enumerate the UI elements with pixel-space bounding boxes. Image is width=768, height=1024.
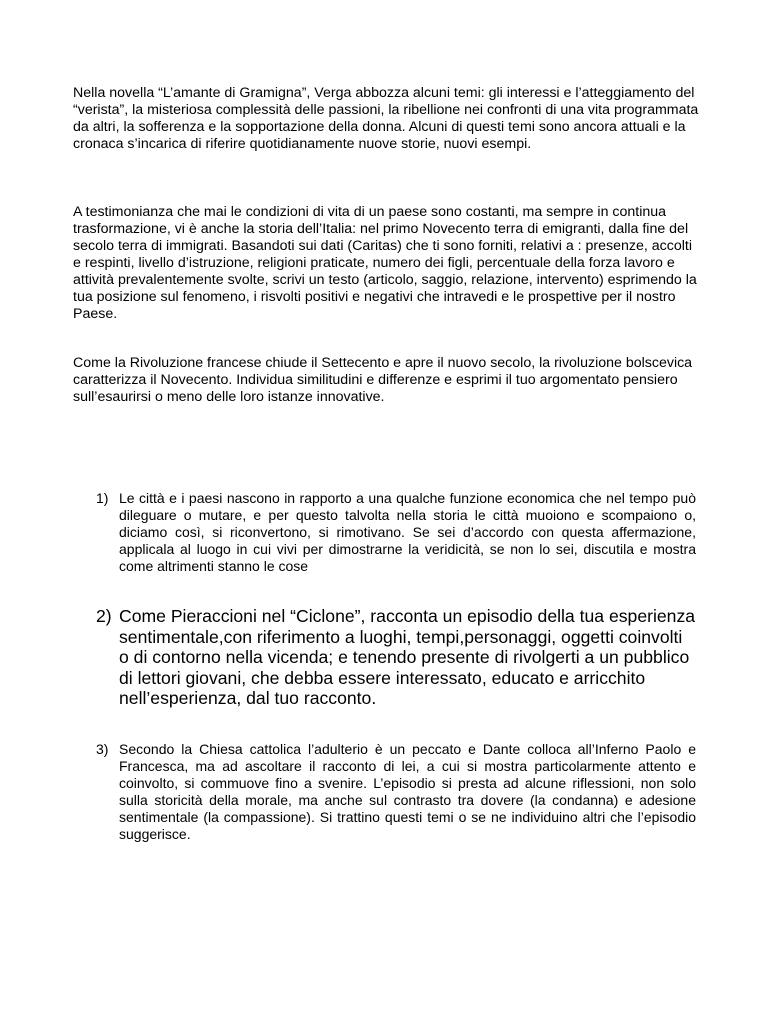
paragraph-immigration: A testimonianza che mai le condizioni di vita di un paese sono costanti, ma sempre in continua trasformazione, vi è anche la storia dell’Italia: nel primo Novecento terra di emigranti, dalla fine del secolo terra di immigrati. Basandoti sui dati (Caritas) che ti sono forniti, relativi a : presenze, accolti e respinti, livello d’istruzione, religioni praticate, numero dei figli, percentuale della forza lavoro e attività prevalentemente svolte, scrivi un testo (articolo, saggio, relazione, intervento) esprimendo la tua posizione sul fenomeno, i risvolti positivi e negativi che intravedi e le prospettive per il nostro Paese. [73,204,697,322]
paragraph-revolutions: Come la Rivoluzione francese chiude il Settecento e apre il nuovo secolo, la rivoluzione bolscevica caratterizza il Novecento. Individua similitudini e differenze e esprimi il tuo argomentato pensiero sull’esaurirsi o meno delle loro istanze innovative. [73,355,693,405]
list-item [96,741,696,843]
list-item-text: Secondo la Chiesa cattolica l’adulterio è un peccato e Dante colloca all’Inferno Paolo e Francesca, ma ad ascoltare il racconto di lei, a cui si mostra particolarmente attento e coinvolto, si commuove fino a svenire. L’episodio si presta ad alcune riflessioni, non solo sulla storicità della morale, ma anche sul contrasto tra dovere (la condanna) e adesione sentimentale (la compassione). Si trattino questi temi o se ne individuino altri che l’episodio suggerisce. [119,741,696,842]
list-item-text: Le città e i paesi nascono in rapporto a una qualche funzione economica che nel tempo può dileguare o mutare, e per questo talvolta nella storia le città muoiono e scompaiono o, diciamo così, si riconvertono, si rimotivano. Se sei d’accordo con questa affermazione, applicala al luogo in cui vivi per dimostrarne la veridicità, se non lo sei, discutila e mostra come altrimenti stanno le cose [119,490,696,574]
list-item-text: Come Pieraccioni nel “Ciclone”, racconta un episodio della tua esperienza sentimentale,con riferimento a luoghi, tempi,personaggi, oggetti coinvolti o di contorno nella vicenda; e tenendo presente di rivolgerti a un pubblico di lettori giovani, che debba essere interessato, educato e arricchito nell’esperienza, dal tuo racconto. [119,606,696,708]
paragraph-verga: Nella novella “L’amante di Gramigna”, Verga abbozza alcuni temi: gli interessi e l’atteggiamento del “verista”, la misteriosa complessità delle passioni, la ribellione nei confronti di una vita programmata da altri, la sofferenza e la sopportazione della donna. Alcuni di questi temi sono ancora attuali e la cronaca s’incarica di riferire quotidianamente nuove storie, nuovi esempi. [73,85,699,152]
list-item [96,490,696,575]
list-item [96,606,696,709]
list-number: 1) [96,490,109,506]
list-number: 2) [96,606,112,626]
list-number: 3) [96,741,109,757]
